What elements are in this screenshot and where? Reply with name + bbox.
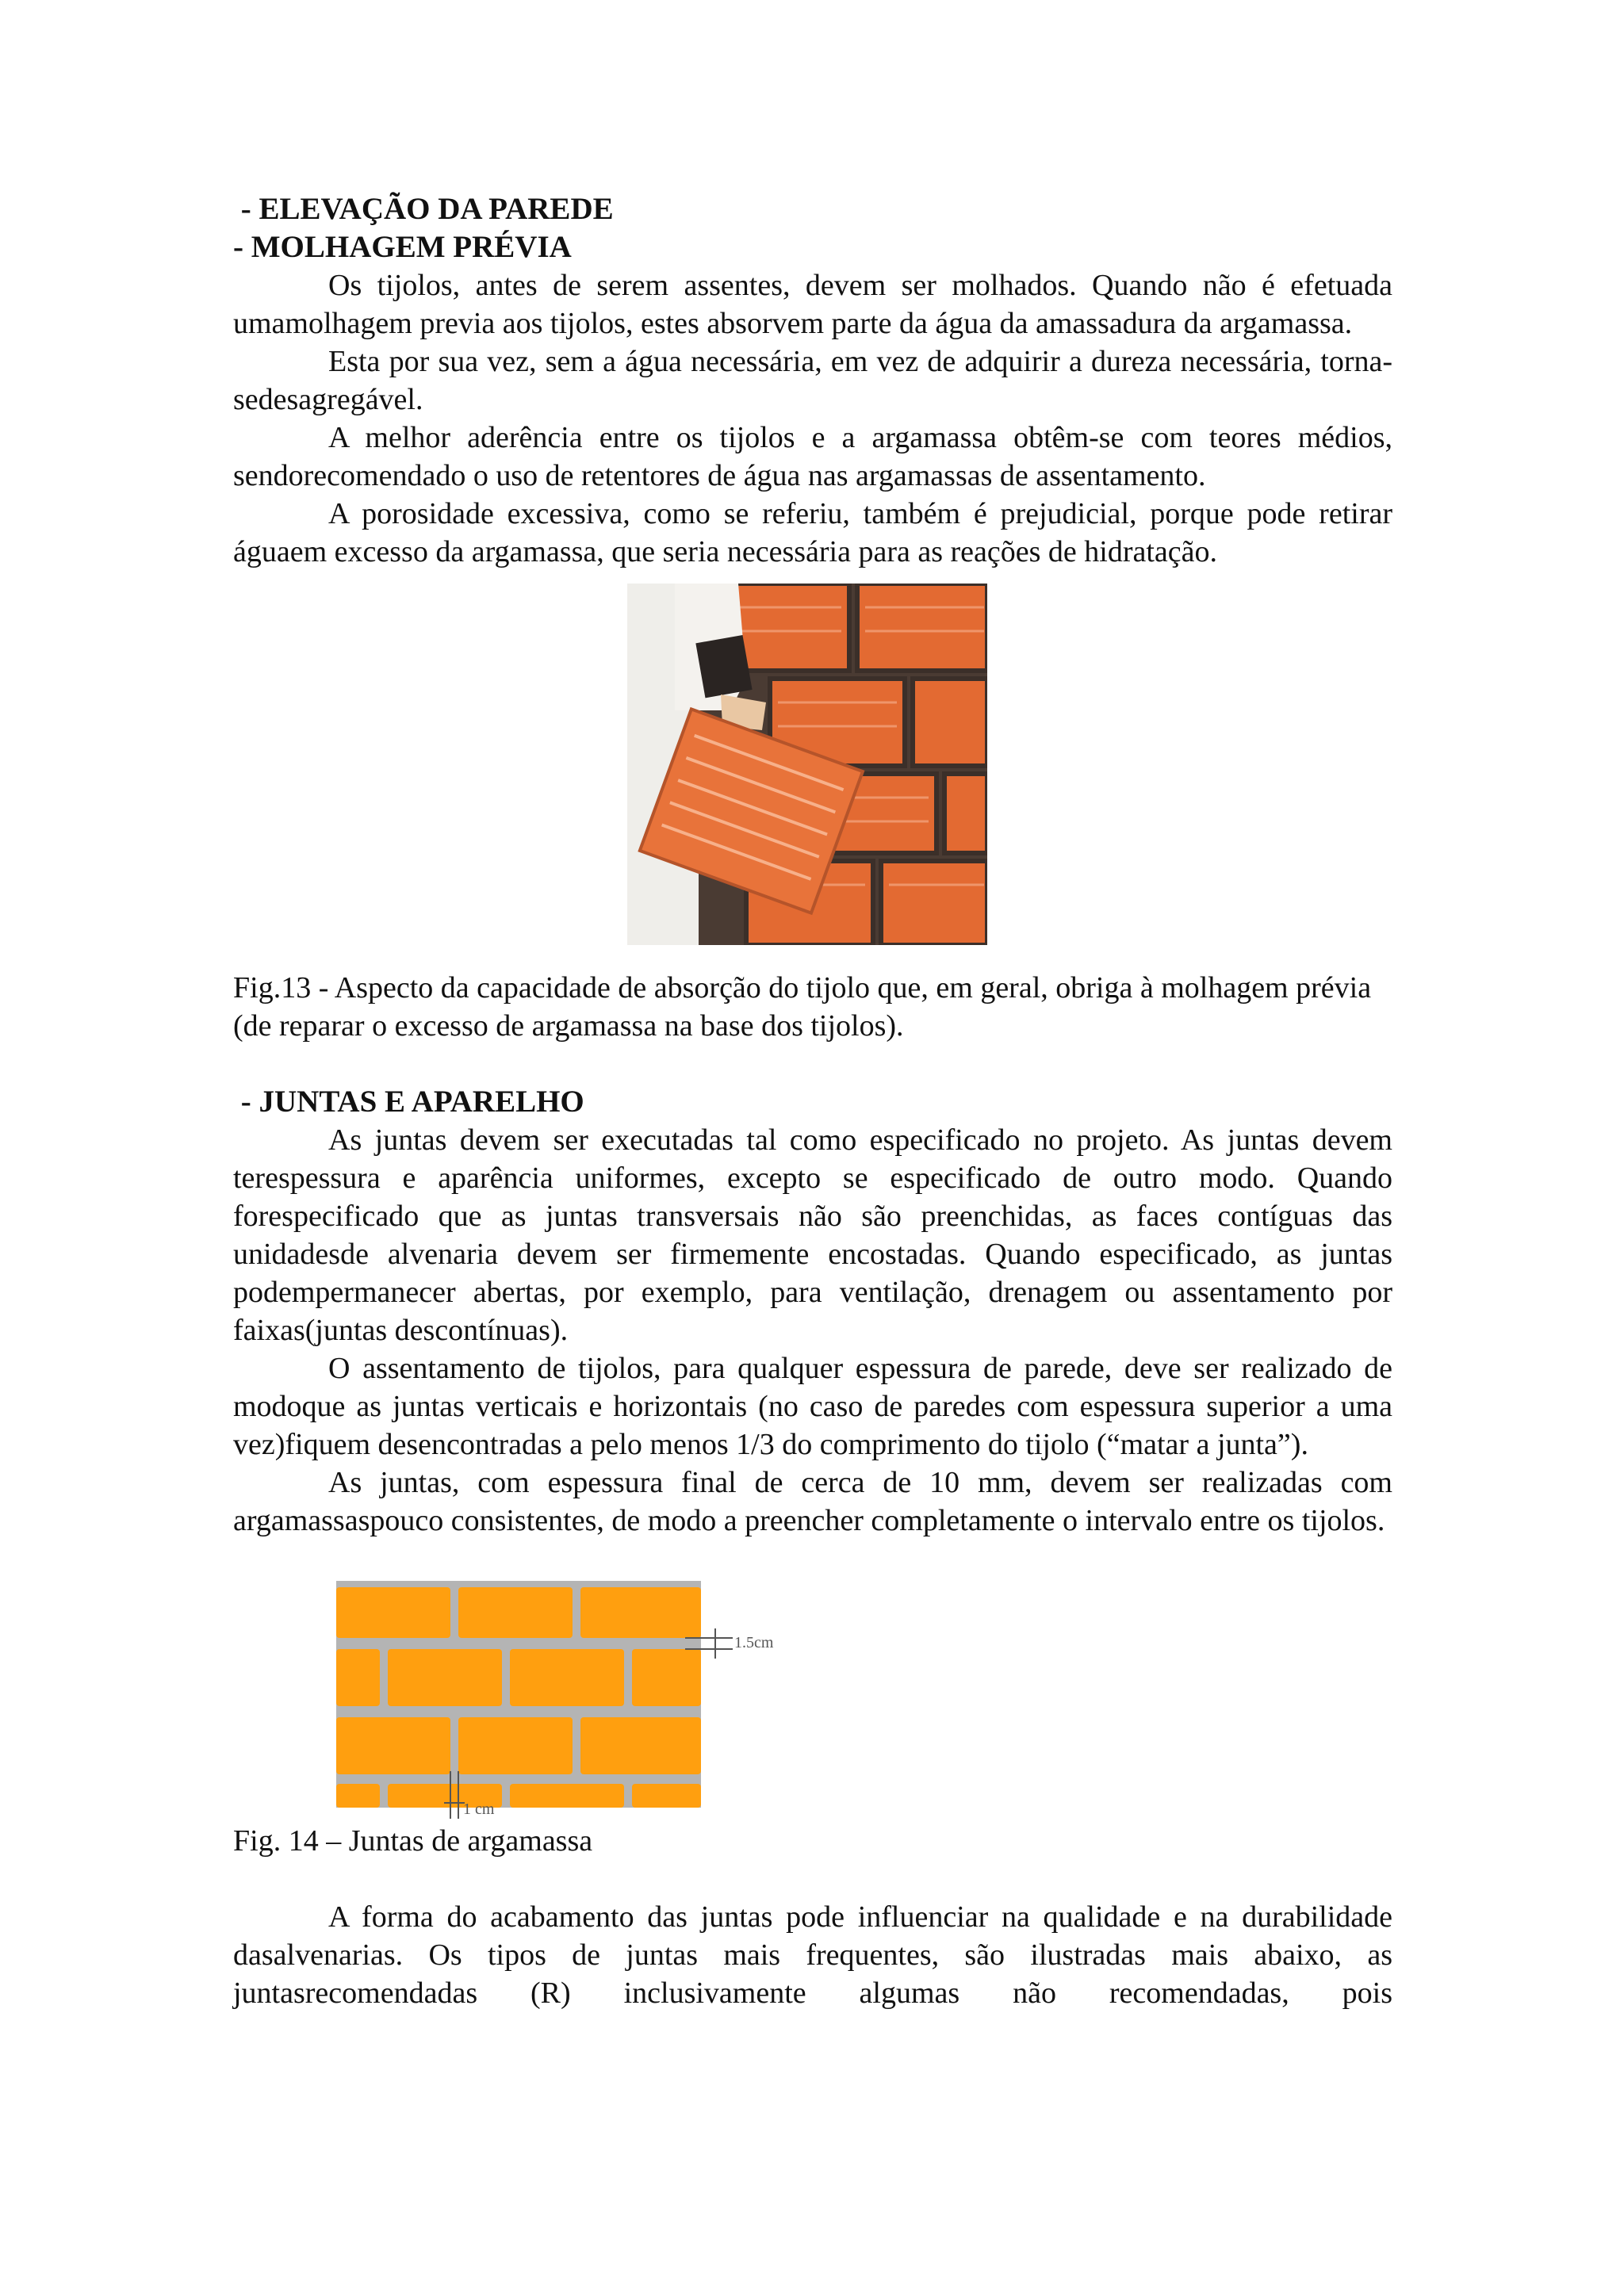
brick-photo-image: [627, 584, 987, 945]
paragraph: Os tijolos, antes de serem assentes, devem ser molhados. Quando não é efetuada umamolhagem previa aos tijolos, estes absorvem parte da água da amassadura da argamassa.: [233, 269, 1392, 340]
paragraph: A forma do acabamento das juntas pode influenciar na qualidade e na durabilidade dasalvenarias. Os tipos de juntas mais frequentes, são ilustradas mais abaixo, as juntasrecomendadas (R) inclusivamente algumas não recomendadas, pois: [233, 1900, 1392, 2010]
paragraph: As juntas, com espessura final de cerca de 10 mm, devem ser realizadas com argamassaspouco consistentes, de modo a preencher completamente o intervalo entre os tijolos.: [233, 1466, 1392, 1537]
figure-13-caption: Fig.13 - Aspecto da capacidade de absorção do tijolo que, em geral, obriga à molhagem prévia (de reparar o excesso de argamassa na base dos tijolos).: [233, 971, 1372, 1043]
figure-13-brick-photo: [627, 584, 987, 945]
paragraph: O assentamento de tijolos, para qualquer espessura de parede, deve ser realizado de modoque as juntas verticais e horizontais (no caso de paredes com espessura superior a uma vez)fiquem desencontradas a pelo menos 1/3 do comprimento do tijolo (“matar a junta”).: [233, 1352, 1392, 1461]
section-heading-elevacao: - ELEVAÇÃO DA PAREDE: [233, 192, 614, 226]
paragraph: A porosidade excessiva, como se referiu, também é prejudicial, porque pode retirar águaem excesso da argamassa, que seria necessária para as reações de hidratação.: [233, 497, 1392, 568]
paragraph: Esta por sua vez, sem a água necessária, em vez de adquirir a dureza necessária, torna-sedesagregável.: [233, 345, 1392, 416]
paragraph: A melhor aderência entre os tijolos e a argamassa obtêm-se com teores médios, sendorecomendado o uso de retentores de água nas argamassas de assentamento.: [233, 421, 1392, 492]
vertical-joint-label: 1 cm: [463, 1800, 495, 1818]
section-heading-molhagem: - MOLHAGEM PRÉVIA: [233, 230, 572, 264]
figure-14-mortar-joints: [336, 1581, 891, 1819]
section-heading-juntas: - JUNTAS E APARELHO: [233, 1085, 584, 1119]
mortar-joints-diagram: [336, 1581, 891, 1819]
figure-14-caption: Fig. 14 – Juntas de argamassa: [233, 1824, 593, 1858]
document-page: [233, 190, 1392, 2012]
paragraph: As juntas devem ser executadas tal como especificado no projeto. As juntas devem terespessura e aparência uniformes, excepto se especificado de outro modo. Quando forespecificado que as juntas transversais não são preenchidas, as faces contíguas das unidadesde alvenaria devem ser firmemente encostadas. Quando especificado, as juntas podempermanecer abertas, por exemplo, para ventilação, drenagem ou assentamento por faixas(juntas descontínuas).: [233, 1123, 1392, 1347]
horizontal-joint-label: 1.5cm: [734, 1634, 774, 1651]
